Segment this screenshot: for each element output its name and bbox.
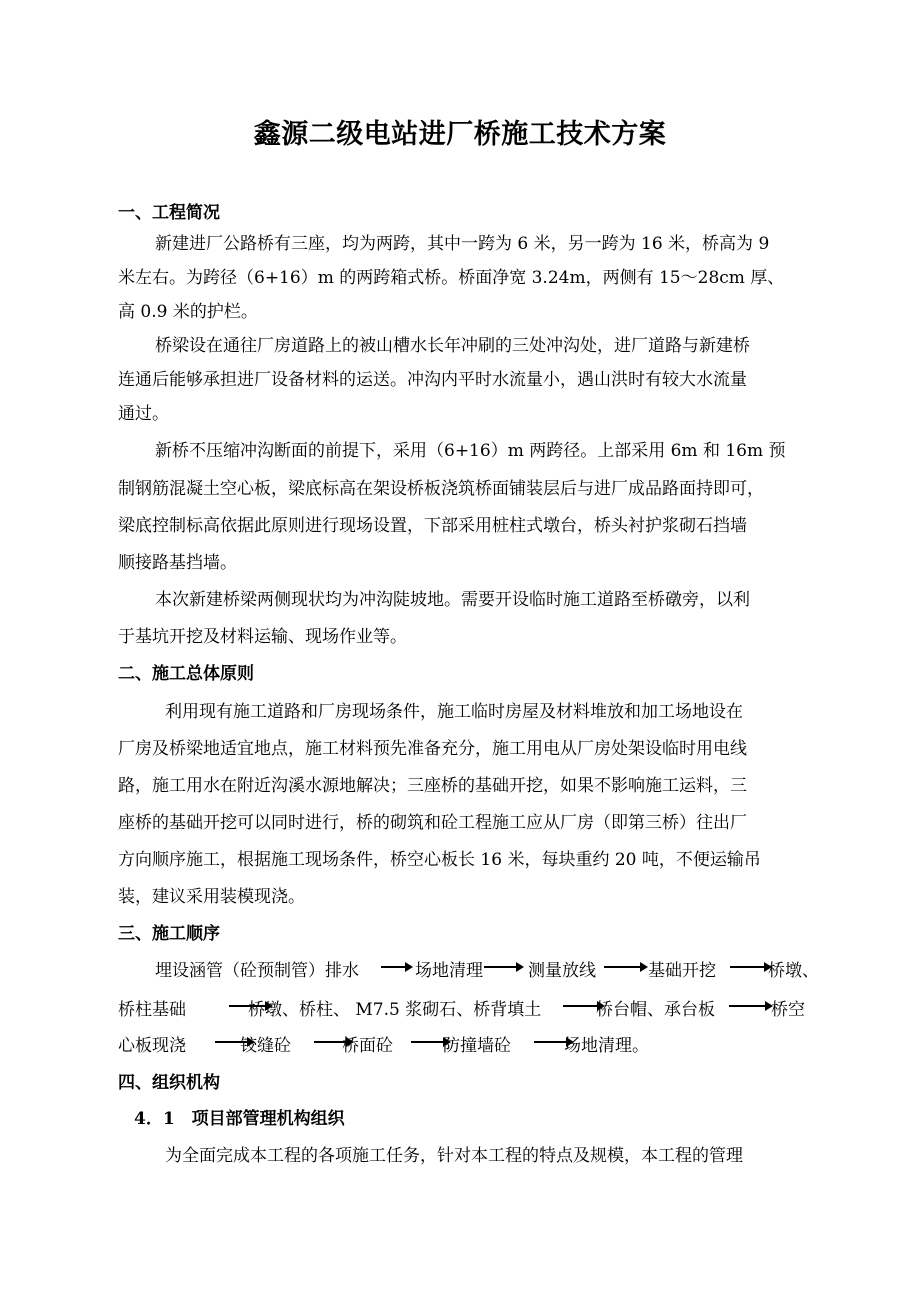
section-3-heading: 三、施工顺序 xyxy=(118,924,220,944)
flow-arrow-icon xyxy=(484,959,524,975)
paragraph-line: 厂房及桥梁地适宜地点，施工材料预先准备充分，施工用电从厂房处架设临时用电线 xyxy=(118,739,747,759)
flow-step: 场地清理 xyxy=(415,961,483,981)
paragraph-line: 本次新建桥梁两侧现状均为冲沟陡坡地。需要开设临时施工道路至桥礅旁，以利 xyxy=(155,590,750,610)
subsection-heading: 4．1 项目部管理机构组织 xyxy=(134,1109,345,1129)
paragraph-line: 梁底控制标高依据此原则进行现场设置，下部采用桩柱式墩台，桥头衬护浆砌石挡墙 xyxy=(118,516,747,536)
section-4-heading: 四、组织机构 xyxy=(118,1073,220,1093)
paragraph-line: 新桥不压缩冲沟断面的前提下，采用（6+16）m 两跨径。上部采用 6m 和 16m 预 xyxy=(155,441,786,461)
flow-step: 埋设涵管（砼预制管）排水 xyxy=(155,961,359,981)
section-1-heading: 一、工程简况 xyxy=(118,203,220,223)
flow-step: 铰缝砼 xyxy=(240,1036,291,1056)
flow-arrow-icon xyxy=(381,959,413,975)
paragraph-line: 米左右。为跨径（6+16）m 的两跨箱式桥。桥面净宽 3.24m，两侧有 15～28cm 厚、 xyxy=(118,268,785,288)
paragraph-line: 新建进厂公路桥有三座，均为两跨，其中一跨为 6 米，另一跨为 16 米，桥高为 9 xyxy=(155,234,770,254)
flow-arrow-icon xyxy=(604,959,648,975)
paragraph-line: 连通后能够承担进厂设备材料的运送。冲沟内平时水流量小，遇山洪时有较大水流量 xyxy=(118,370,747,390)
flow-step: 桥墩、桥柱、 M7.5 浆砌石、桥背填土 xyxy=(248,1000,542,1020)
paragraph-line: 通过。 xyxy=(118,404,169,424)
document-title: 鑫源二级电站进厂桥施工技术方案 xyxy=(253,119,667,150)
paragraph-line: 座桥的基础开挖可以同时进行，桥的砌筑和砼工程施工应从厂房（即第三桥）往出厂 xyxy=(118,813,747,833)
flow-step: 桥台帽、承台板 xyxy=(596,1000,715,1020)
flow-step: 测量放线 xyxy=(528,961,596,981)
flow-step: 桥墩、 xyxy=(768,961,819,981)
paragraph-line: 顺接路基挡墙。 xyxy=(118,553,237,573)
paragraph-line: 制钢筋混凝土空心板，梁底标高在架设桥板浇筑桥面铺装层后与进厂成品路面持即可， xyxy=(118,479,764,499)
paragraph-line: 高 0.9 米的护栏。 xyxy=(118,302,258,322)
flow-arrow-icon xyxy=(729,998,773,1014)
flow-step: 基础开挖 xyxy=(648,961,716,981)
flow-step: 心板现浇 xyxy=(118,1036,186,1056)
paragraph-line: 方向顺序施工，根据施工现场条件，桥空心板长 16 米，每块重约 20 吨，不便运输吊 xyxy=(118,850,761,870)
flow-step: 防撞墙砼 xyxy=(443,1036,511,1056)
flow-arrow-icon xyxy=(730,959,772,975)
paragraph-line: 利用现有施工道路和厂房现场条件，施工临时房屋及材料堆放和加工场地设在 xyxy=(165,702,743,722)
flow-step: 桥柱基础 xyxy=(118,1000,186,1020)
flow-step: 桥空 xyxy=(771,1000,805,1020)
flow-step: 场地清理。 xyxy=(564,1036,649,1056)
paragraph-line: 路，施工用水在附近沟溪水源地解决；三座桥的基础开挖，如果不影响施工运料，三 xyxy=(118,776,747,796)
flow-step: 桥面砼 xyxy=(342,1036,393,1056)
section-2-heading: 二、施工总体原则 xyxy=(118,664,254,684)
paragraph-line: 装，建议采用装模现浇。 xyxy=(118,887,305,907)
paragraph-line: 为全面完成本工程的各项施工任务，针对本工程的特点及规模，本工程的管理 xyxy=(165,1146,743,1166)
paragraph-line: 于基坑开挖及材料运输、现场作业等。 xyxy=(118,627,407,647)
paragraph-line: 桥梁设在通往厂房道路上的被山槽水长年冲刷的三处冲沟处，进厂道路与新建桥 xyxy=(155,336,750,356)
